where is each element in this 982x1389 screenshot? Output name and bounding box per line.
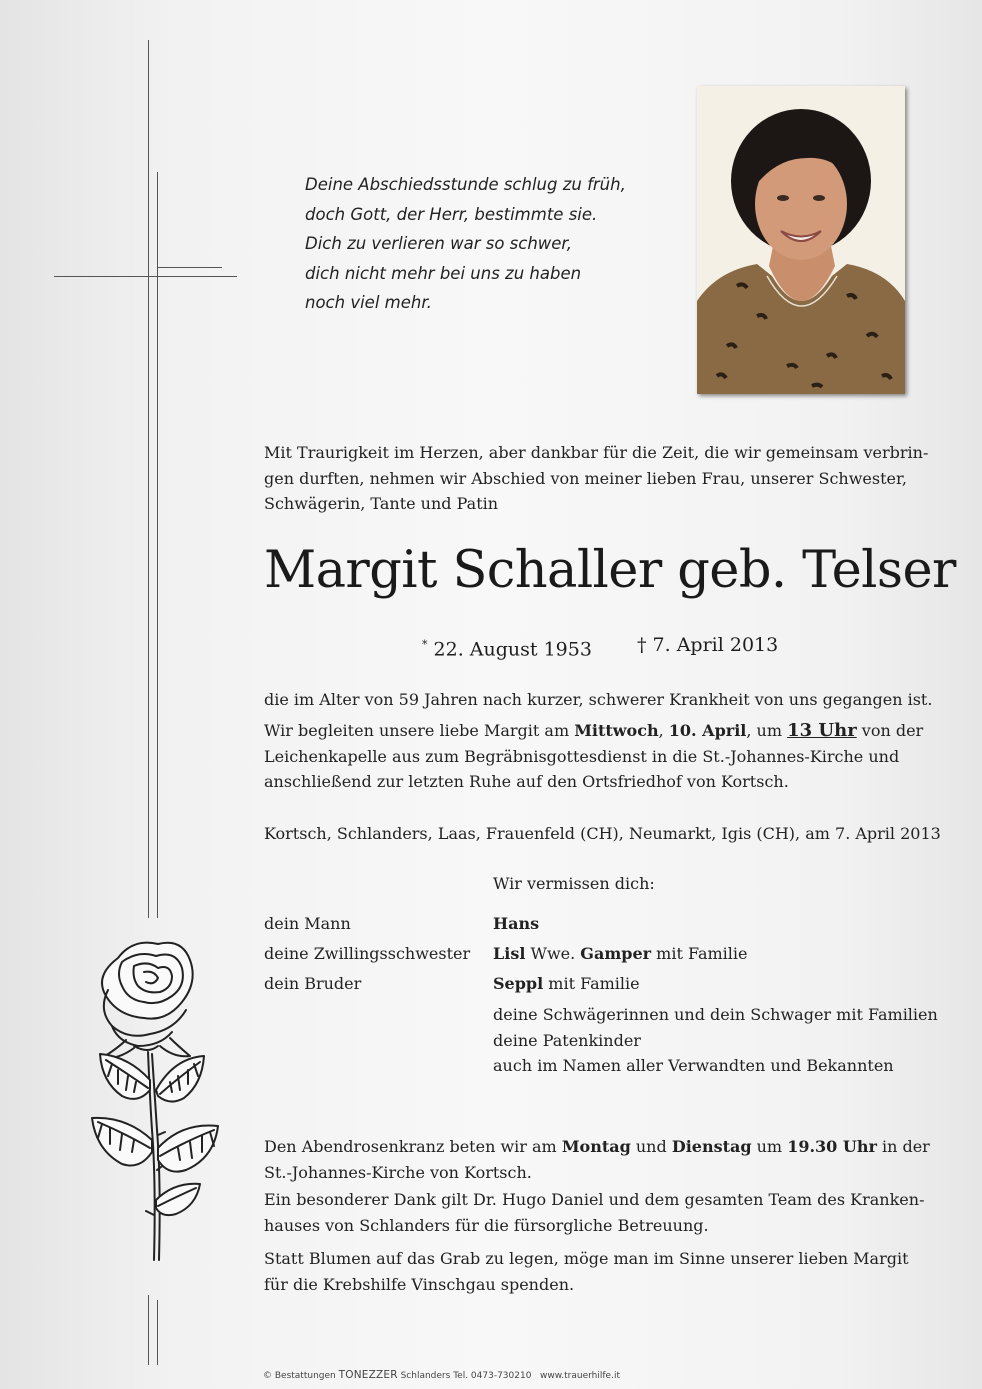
funeral-line-3: anschließend zur letzten Ruhe auf den Ortsfriedhof von Kortsch.	[264, 772, 789, 791]
thanks-line: hauses von Schlanders für die fürsorgliche Betreuung.	[264, 1215, 709, 1235]
poem	[305, 170, 626, 318]
miss-line: Wir vermissen dich:	[493, 874, 655, 893]
rosary-line-2: St.-Johannes-Kirche von Kortsch.	[264, 1162, 532, 1182]
funeral-line-1	[264, 718, 954, 744]
mourners-extra	[493, 1002, 938, 1079]
funeral-paragraph	[264, 718, 954, 795]
relation-husband: dein Mann	[264, 914, 351, 933]
rosary-line-1	[264, 1134, 954, 1160]
mourner-name: Hans	[493, 914, 540, 933]
footer-website[interactable]: www.trauerhilfe.it	[540, 1371, 620, 1381]
age-line	[264, 687, 954, 713]
mourner-extra-line: deine Schwägerinnen und dein Schwager mit Familien	[493, 1005, 938, 1024]
intro-line: Mit Traurigkeit im Herzen, aber dankbar für die Zeit, die wir gemeinsam verbrin-	[264, 443, 929, 462]
poem-line: dich nicht mehr bei uns zu haben	[305, 263, 582, 283]
mourner-twin-sister	[493, 941, 748, 967]
age-text: die im Alter von 59 Jahren nach kurzer, schwerer Krankheit von uns gegangen ist.	[264, 690, 933, 709]
rosary-text: in der	[876, 1137, 930, 1156]
poem-line: doch Gott, der Herr, bestimmte sie.	[305, 204, 598, 224]
funeral-date: 10. April	[668, 721, 747, 740]
rose-icon	[78, 930, 243, 1279]
thanks-line: Ein besonderer Dank gilt Dr. Hugo Daniel und dem gesamten Team des Kranken-	[264, 1190, 925, 1209]
footer-town: Schlanders	[400, 1371, 451, 1381]
rosary-day: Dienstag	[671, 1137, 752, 1156]
mourner-name: Seppl	[493, 974, 544, 993]
mourner-extra-line: deine Patenkinder	[493, 1030, 641, 1050]
mourner-text: mit Familie	[543, 974, 640, 993]
donation-paragraph	[264, 1246, 954, 1297]
funeral-sep: ,	[658, 721, 669, 740]
funeral-day: Mittwoch	[574, 721, 659, 740]
poem-line: noch viel mehr.	[305, 293, 432, 312]
mourner-brother	[493, 971, 748, 997]
rosary-text: um	[751, 1137, 788, 1156]
mourner-names	[493, 911, 748, 997]
footer-brand: TONEZZER	[338, 1369, 398, 1381]
intro-line: gen durften, nehmen wir Abschied von meiner lieben Frau, unserer Schwester,	[264, 468, 907, 488]
mourner-text: Wwe.	[525, 944, 581, 963]
intro-line: Schwägerin, Tante und Patin	[264, 494, 499, 513]
footer-phone: Tel. 0473-730210	[453, 1371, 532, 1381]
donation-line: für die Krebshilfe Vinschgau spenden.	[264, 1274, 575, 1294]
mourner-text: mit Familie	[651, 944, 748, 963]
rosary-text: und	[630, 1137, 672, 1156]
funeral-time: 13 Uhr	[787, 720, 857, 741]
thanks-paragraph	[264, 1187, 954, 1238]
mourner-extra-line: auch im Namen aller Verwandten und Bekannten	[493, 1056, 894, 1075]
death-date: 7. April 2013	[652, 634, 779, 656]
places-line	[264, 821, 954, 847]
relation-twin-sister: deine Zwillingsschwester	[264, 944, 471, 963]
donation-line: Statt Blumen auf das Grab zu legen, möge man im Sinne unserer lieben Margit	[264, 1249, 909, 1268]
deceased-name: Margit Schaller geb. Telser	[264, 541, 956, 600]
mourner-name: Gamper	[580, 944, 652, 963]
mourner-name: Lisl	[493, 944, 526, 963]
funeral-text: von der	[856, 721, 924, 740]
mourner-relations	[264, 911, 470, 997]
poem-line: Deine Abschiedsstunde schlug zu früh,	[305, 175, 626, 194]
funeral-text: Wir begleiten unsere liebe Margit am	[264, 721, 575, 740]
rosary-day: Montag	[561, 1137, 631, 1156]
funeral-line-2: Leichenkapelle aus zum Begräbnisgottesdienst in die St.-Johannes-Kirche und	[264, 746, 900, 766]
poem-line: Dich zu verlieren war so schwer,	[305, 234, 572, 253]
death-symbol: †	[637, 634, 647, 656]
rosary-time: 19.30 Uhr	[787, 1137, 877, 1156]
footer	[263, 1369, 620, 1381]
birth-symbol: *	[422, 638, 428, 651]
footer-copyright: © Bestattungen	[263, 1371, 336, 1381]
rosary-paragraph	[264, 1134, 954, 1185]
intro-paragraph	[264, 440, 944, 517]
places-text: Kortsch, Schlanders, Laas, Frauenfeld (CH), Neumarkt, Igis (CH), am 7. April 2013	[264, 824, 941, 843]
death-date-block	[637, 632, 778, 658]
birth-date: 22. August 1953	[433, 638, 592, 661]
portrait-illustration	[697, 86, 905, 394]
birth-date-block	[422, 632, 592, 662]
rosary-text: Den Abendrosenkranz beten wir am	[264, 1137, 562, 1156]
mourner-husband	[493, 911, 748, 937]
portrait-photo	[697, 86, 905, 394]
funeral-text: , um	[746, 721, 788, 740]
relation-brother: dein Bruder	[264, 974, 362, 993]
